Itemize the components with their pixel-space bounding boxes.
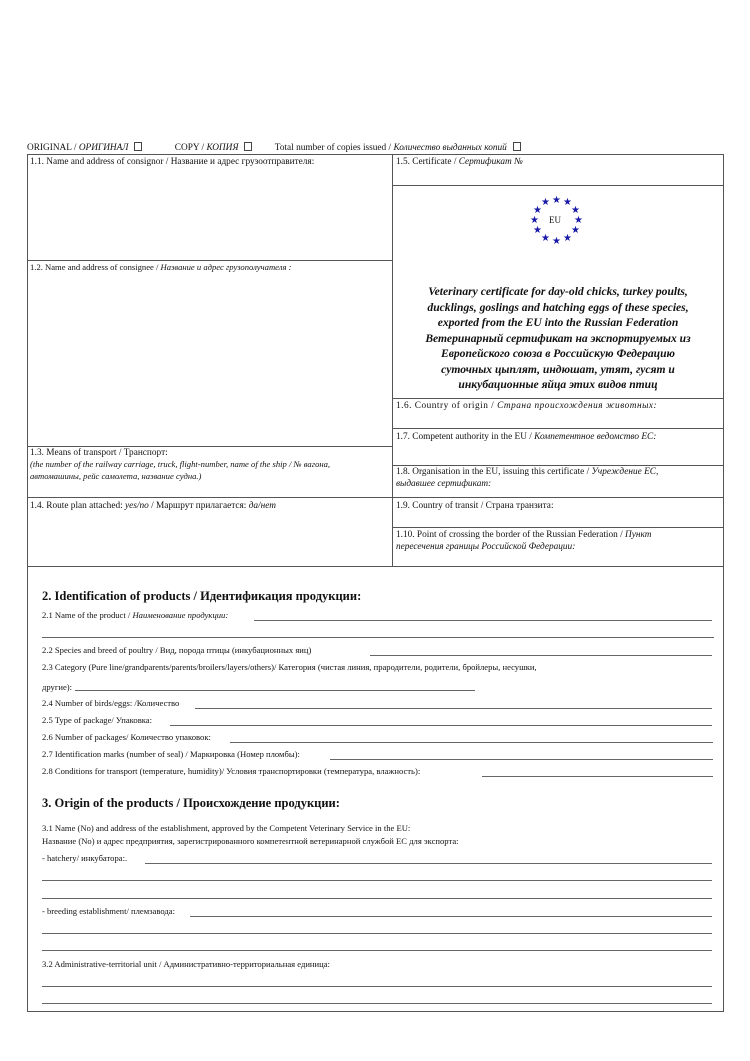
field-1-4-label-ru: / Маршрут прилагается: xyxy=(148,501,249,511)
divider xyxy=(27,446,392,447)
star-icon: ★ xyxy=(571,225,580,236)
field-3-1-label-ru: Название (No) и адрес предприятия, зарегистрированного компетентной ветеринарной службой ЕС для экспорта: xyxy=(42,836,459,846)
field-1-2-label-ru: Название и адрес грузополучателя : xyxy=(160,262,292,272)
field-1-8-label-ru: Учреждение ЕС, xyxy=(591,467,659,477)
field-1-6-label: 1.6. Country of origin / xyxy=(396,401,498,411)
title-line: exported from the EU into the Russian Federation xyxy=(437,316,679,329)
star-icon: ★ xyxy=(541,233,550,244)
breeding-establishment-label: - breeding establishment/ племзавода: xyxy=(42,906,175,916)
original-checkbox[interactable] xyxy=(134,142,142,151)
field-1-4-yesno: yes/no xyxy=(125,501,149,511)
field-2-6-label: 2.6 Number of packages/ Количество упаковок: xyxy=(42,732,211,742)
divider xyxy=(27,497,724,498)
field-1-8-label: 1.8. Organisation in the EU, issuing this certificate / xyxy=(396,467,592,477)
field-2-2-label: 2.2 Species and breed of poultry / Вид, порода птицы (инкубационных яиц) xyxy=(42,645,312,655)
field-1-6-label-ru: Страна происхождения животных: xyxy=(497,401,658,411)
field-2-7-input[interactable] xyxy=(330,759,713,760)
field-1-4-yesno-ru: да/нет xyxy=(248,501,276,511)
star-icon: ★ xyxy=(563,233,572,244)
divider xyxy=(392,428,724,429)
field-2-1-label xyxy=(42,610,228,621)
copy-label-ru: КОПИЯ xyxy=(206,143,239,153)
field-1-6-country-of-origin[interactable] xyxy=(396,401,657,412)
title-line: инкубационные яйца этих видов птиц xyxy=(458,378,658,391)
field-2-3-label-cont: другие): xyxy=(42,682,73,692)
star-icon: ★ xyxy=(552,236,561,247)
field-3-1-label: 3.1 Name (No) and address of the establishment, approved by the Competent Veterinary Service in the EU: xyxy=(42,823,411,833)
hatchery-input-line2[interactable] xyxy=(42,880,712,881)
copy-type-line xyxy=(27,142,521,154)
field-2-4-input[interactable] xyxy=(195,708,712,709)
field-1-3-note: автомашины, рейс самолета, название судна.) xyxy=(30,471,202,481)
section-3-heading: 3. Origin of the products / Происхождение продукции: xyxy=(42,796,340,810)
title-line: суточных цыплят, индюшат, утят, гусят и xyxy=(441,362,675,376)
star-icon: ★ xyxy=(574,215,583,226)
certificate-title xyxy=(395,284,721,393)
divider xyxy=(392,398,724,399)
field-1-7-competent-authority[interactable] xyxy=(396,432,656,443)
hatchery-label: - hatchery/ инкубатора:. xyxy=(42,853,128,863)
eu-label: EU xyxy=(549,215,561,225)
field-1-10-label-ru: Пункт xyxy=(625,530,652,540)
field-2-7-label: 2.7 Identification marks (number of seal) / Маркировка (Номер пломбы): xyxy=(42,749,300,759)
breeding-input-line2[interactable] xyxy=(42,933,712,934)
field-1-5-certificate[interactable] xyxy=(396,157,523,168)
star-icon: ★ xyxy=(533,225,542,236)
hatchery-input[interactable] xyxy=(145,863,712,864)
star-icon: ★ xyxy=(563,197,572,208)
divider xyxy=(27,566,724,567)
field-1-10-label-ru-cont: пересечения границы Российской Федерации: xyxy=(396,542,576,552)
title-line: Veterinary certificate for day-old chicks, turkey poults, xyxy=(428,285,688,298)
field-2-3-label: 2.3 Category (Pure line/grandparents/parents/broilers/layers/others)/ Категория (чистая линия, прародители, родители, бройлеры, несушки, xyxy=(42,662,537,672)
divider xyxy=(392,527,724,528)
field-1-4-label: 1.4. Route plan attached: xyxy=(30,501,126,511)
field-2-1-input-line2[interactable] xyxy=(42,637,714,638)
star-icon: ★ xyxy=(571,205,580,216)
star-icon: ★ xyxy=(533,205,542,216)
breeding-establishment-input[interactable] xyxy=(190,916,712,917)
field-1-2-consignee[interactable] xyxy=(30,262,292,273)
field-2-5-label: 2.5 Type of package/ Упаковка: xyxy=(42,715,153,725)
field-1-8-label-ru-cont: выдавшее сертификат: xyxy=(396,479,492,489)
divider xyxy=(27,260,392,261)
field-1-10-label: 1.10. Point of crossing the border of the Russian Federation / xyxy=(396,530,626,540)
field-1-9-country-of-transit[interactable]: 1.9. Country of transit / Страна транзита: xyxy=(396,501,554,511)
hatchery-input-line3[interactable] xyxy=(42,898,712,899)
total-copies-label: Total number of copies issued / xyxy=(274,143,394,153)
star-icon: ★ xyxy=(530,215,539,226)
field-2-3-input[interactable] xyxy=(75,690,475,691)
field-1-3-note: (the number of the railway carriage, truck, flight-number, name of the ship / № вагона, xyxy=(30,459,331,469)
copy-label: COPY / xyxy=(174,143,207,153)
field-3-2-label: 3.2 Administrative-territorial unit / Административно-территориальная единица: xyxy=(42,959,330,969)
field-2-1-text: 2.1 Name of the product / xyxy=(42,610,133,620)
field-1-5-label: 1.5. Certificate / xyxy=(396,157,459,167)
field-3-2-input[interactable] xyxy=(42,986,712,987)
field-2-5-input[interactable] xyxy=(170,725,712,726)
field-2-8-input[interactable] xyxy=(482,776,713,777)
section-2-heading: 2. Identification of products / Идентификация продукции: xyxy=(42,589,362,603)
divider xyxy=(392,185,724,186)
breeding-input-line3[interactable] xyxy=(42,950,712,951)
field-3-2-input-line2[interactable] xyxy=(42,1003,712,1004)
field-1-8-organisation[interactable] xyxy=(396,467,658,478)
field-1-7-label: 1.7. Competent authority in the EU / xyxy=(396,432,535,442)
field-2-1-text-ru: Наименование продукции: xyxy=(132,610,229,620)
field-1-10-border-point[interactable] xyxy=(396,530,651,541)
original-label: ORIGINAL / xyxy=(27,143,79,153)
field-1-4-route-plan[interactable] xyxy=(30,501,276,512)
title-line: ducklings, goslings and hatching eggs of these species, xyxy=(427,300,689,314)
title-line: Ветеринарный сертификат на экспортируемых из xyxy=(425,331,691,345)
field-2-6-input[interactable] xyxy=(230,742,713,743)
field-1-5-label-ru: Сертификат № xyxy=(458,157,523,167)
copy-checkbox[interactable] xyxy=(244,142,252,151)
field-1-2-label: 1.2. Name and address of consignee / xyxy=(30,262,161,272)
field-2-4-label: 2.4 Number of birds/eggs: /Количество xyxy=(42,698,180,708)
field-1-1-consignor[interactable]: 1.1. Name and address of consignor / Название и адрес грузоотправителя: xyxy=(30,157,315,167)
field-1-3-transport[interactable]: 1.3. Means of transport / Транспорт: xyxy=(30,448,168,458)
total-copies-label-ru: Количество выданных копий xyxy=(393,143,507,153)
field-1-7-label-ru: Компетентное ведомство ЕС: xyxy=(534,432,657,442)
star-icon: ★ xyxy=(541,197,550,208)
field-2-8-label: 2.8 Conditions for transport (temperature, humidity)/ Условия транспортировки (температура, влажность): xyxy=(42,766,421,776)
column-divider xyxy=(392,154,393,566)
divider xyxy=(392,465,724,466)
star-icon: ★ xyxy=(552,195,561,206)
field-2-1-input[interactable] xyxy=(254,620,712,621)
certificate-border xyxy=(27,154,724,1012)
total-copies-checkbox[interactable] xyxy=(513,142,521,151)
original-label-ru: ОРИГИНАЛ xyxy=(78,143,129,153)
title-line: Европейского союза в Российскую Федерацию xyxy=(440,347,676,360)
field-2-2-input[interactable] xyxy=(370,655,712,656)
